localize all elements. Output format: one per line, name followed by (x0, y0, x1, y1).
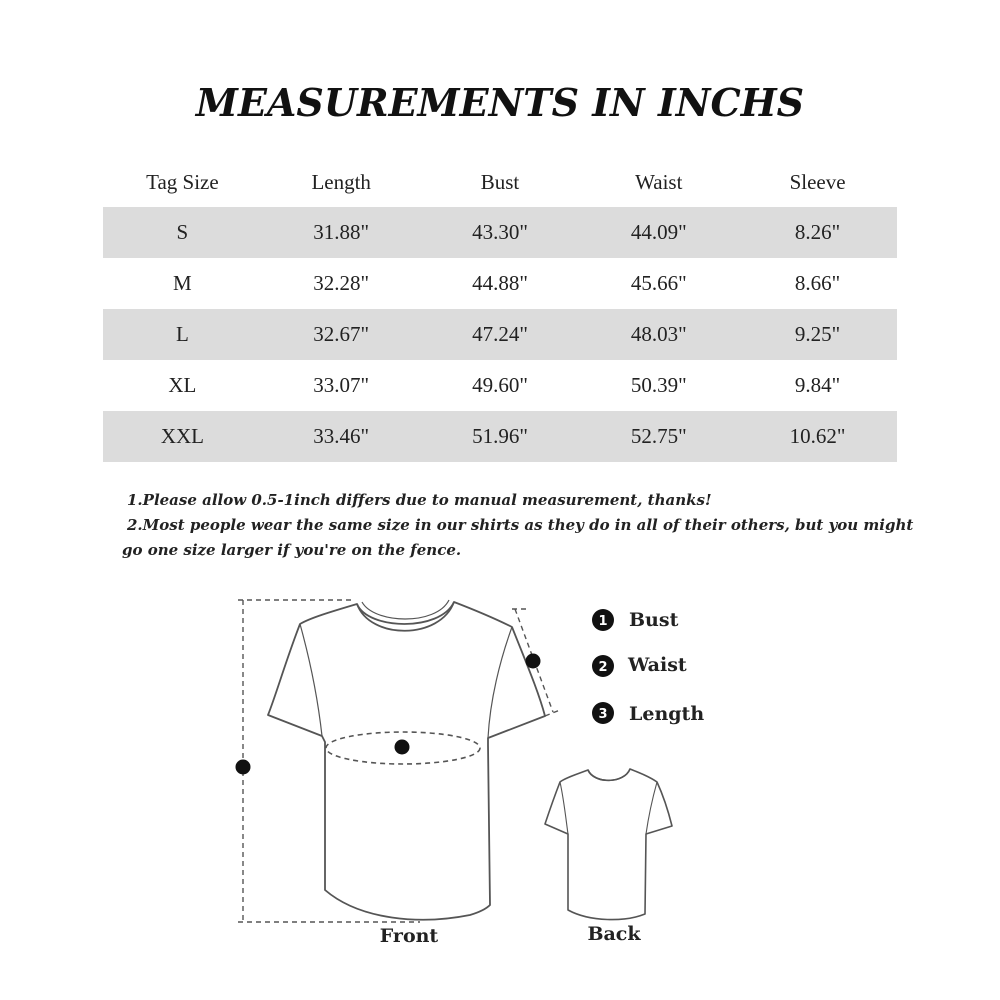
front-shirt-illustration (268, 600, 545, 920)
legend-item-waist (592, 654, 687, 677)
table-cell: 43.30" (421, 207, 580, 258)
legend-marker: 2 (598, 660, 608, 675)
table-cell: 9.84" (794, 373, 841, 397)
header-length: Length (311, 169, 371, 194)
legend-marker: 1 (598, 614, 608, 629)
table-cell: 52.75" (579, 411, 738, 462)
table-cell: 10.62" (738, 411, 897, 462)
table-cell: 8.66" (794, 271, 841, 295)
legend-marker: 3 (598, 707, 608, 722)
table-cell: L (103, 309, 262, 360)
table-cell: 48.03" (579, 309, 738, 360)
page-title: MEASUREMENTS IN INCHS (195, 80, 805, 125)
header-bust: Bust (480, 169, 520, 194)
legend-label: Bust (629, 609, 679, 631)
header-waist: Waist (635, 169, 683, 194)
marker-icon (236, 654, 541, 775)
legend-item-bust (592, 609, 679, 631)
length-measure-line (238, 600, 420, 922)
table-cell: 50.39" (630, 373, 687, 397)
table-cell: 8.26" (738, 207, 897, 258)
table-cell: 32.67" (262, 309, 421, 360)
legend (592, 609, 704, 725)
header-tag-size: Tag Size (146, 169, 219, 194)
front-label: Front (379, 925, 439, 947)
table-cell: XXL (103, 411, 262, 462)
table-cell: 49.60" (472, 373, 528, 397)
note-1: 1.Please allow 0.5-1inch differs due to manual measurement, thanks! (127, 491, 712, 509)
table-cell: S (103, 207, 262, 258)
table-cell: 33.46" (262, 411, 421, 462)
table-cell: 33.07" (313, 373, 370, 397)
table-cell: M (173, 271, 192, 295)
legend-item-length (592, 702, 704, 725)
table-cell: 31.88" (262, 207, 421, 258)
table-cell: XL (168, 373, 197, 397)
table-cell: 44.88" (472, 271, 528, 295)
table-cell: 32.28" (313, 271, 370, 295)
legend-label: Waist (628, 654, 687, 676)
header-sleeve: Sleeve (789, 169, 846, 194)
note-2-line-1: 2.Most people wear the same size in our shirts as they do in all of their others, but you might (127, 516, 914, 534)
table-cell: 44.09" (579, 207, 738, 258)
table-cell: 51.96" (421, 411, 580, 462)
table-cell: 9.25" (738, 309, 897, 360)
table-cell: 45.66" (630, 271, 687, 295)
legend-label: Length (629, 703, 705, 725)
back-label: Back (587, 923, 641, 945)
back-shirt-illustration (545, 769, 672, 920)
note-2-line-2: go one size larger if you're on the fence. (122, 541, 462, 559)
table-cell: 47.24" (421, 309, 580, 360)
